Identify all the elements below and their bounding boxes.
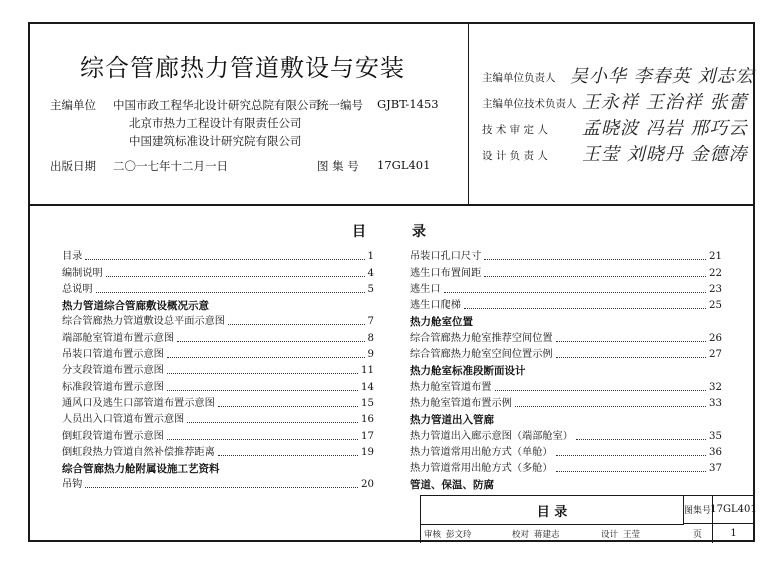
drawing-frame bbox=[28, 22, 755, 542]
signature-names-2: 王永祥 王治祥 张蕾 bbox=[582, 92, 748, 113]
toc-title-right: 录 bbox=[412, 224, 426, 240]
toc-section-heading: 热力管道综合管廊敷设概况示意 bbox=[62, 300, 209, 313]
signature-role-4: 设 计 负 责 人 bbox=[482, 150, 548, 162]
toc-entry[interactable]: 热力管道常用出舱方式（多舱） 37 bbox=[410, 463, 722, 475]
toc-entry[interactable]: 逃生口布置间距 22 bbox=[410, 267, 722, 279]
toc-left-column bbox=[62, 248, 374, 492]
atlas-value: 17GL401 bbox=[377, 158, 431, 172]
signature-role-3: 技 术 审 定 人 bbox=[482, 124, 548, 136]
title-block bbox=[420, 495, 757, 543]
code-label: 统一编号 bbox=[317, 98, 363, 112]
title-block-atlas-value: 17GL401 bbox=[713, 496, 754, 524]
designer-name: 王莹 bbox=[623, 530, 641, 540]
toc-entry[interactable]: 标准段管道布置示意图 14 bbox=[62, 381, 374, 393]
design-label: 设计 bbox=[601, 530, 619, 540]
toc-entry[interactable]: 端部舱室管道布置示意图 8 bbox=[62, 332, 374, 344]
toc-entry[interactable]: 热力舱室管道布置 32 bbox=[410, 381, 722, 393]
toc-entry[interactable]: 吊钩 20 bbox=[62, 479, 374, 491]
toc-right-column bbox=[410, 248, 722, 492]
toc-entry[interactable]: 总说明 5 bbox=[62, 283, 374, 295]
title-block-name: 目 录 bbox=[421, 496, 684, 525]
atlas-title: 综合管廊热力管道敷设与安装 bbox=[80, 54, 405, 82]
toc-entry[interactable]: 分支段管道布置示意图 11 bbox=[62, 365, 374, 377]
signature-names-3: 孟晓波 冯岩 邢巧云 bbox=[582, 118, 748, 139]
check-label: 校对 bbox=[512, 530, 530, 540]
toc-entry[interactable]: 热力管道常用出舱方式（单舱） 36 bbox=[410, 446, 722, 458]
reviewer-name: 彭文玲 bbox=[446, 530, 472, 540]
review-label: 审核 bbox=[424, 530, 442, 540]
signature-role-2: 主编单位技术负责人 bbox=[482, 98, 577, 110]
checker-name: 蒋建志 bbox=[534, 530, 560, 540]
editor-1: 中国市政工程华北设计研究总院有限公司 bbox=[113, 98, 320, 112]
toc-entry[interactable]: 倒虹段热力管道自然补偿推荐距离 19 bbox=[62, 446, 374, 458]
editor-3: 中国建筑标准设计研究院有限公司 bbox=[129, 134, 302, 148]
editor-2: 北京市热力工程设计有限责任公司 bbox=[129, 116, 302, 130]
editor-label: 主编单位 bbox=[50, 98, 96, 112]
toc-entry[interactable]: 吊装口管道布置示意图 9 bbox=[62, 349, 374, 361]
toc-section-heading: 热力舱室位置 bbox=[410, 316, 473, 329]
toc-entry[interactable]: 人员出入口管道布置示意图 16 bbox=[62, 414, 374, 426]
signature-names-4: 王莹 刘晓丹 金德涛 bbox=[582, 144, 748, 165]
toc-entry[interactable]: 目录 1 bbox=[62, 251, 374, 263]
date-label: 出版日期 bbox=[50, 159, 96, 173]
atlas-label: 图 集 号 bbox=[317, 159, 359, 173]
toc-entry[interactable]: 逃生口 23 bbox=[410, 283, 722, 295]
toc-entry[interactable]: 综合管廊热力舱室空间位置示例 27 bbox=[410, 349, 722, 361]
toc-section-heading: 热力舱室标准段断面设计 bbox=[410, 365, 526, 378]
title-block-page-value: 1 bbox=[730, 528, 737, 539]
header-divider bbox=[468, 24, 469, 204]
date-value: 二〇一七年十二月一日 bbox=[113, 159, 228, 173]
signature-role-1: 主编单位负责人 bbox=[482, 72, 556, 84]
toc-entry[interactable]: 吊装口孔口尺寸 21 bbox=[410, 251, 722, 263]
code-value: GJBT-1453 bbox=[377, 97, 439, 111]
title-block-approvals bbox=[421, 524, 683, 543]
toc-section-heading: 管道、保温、防腐 bbox=[410, 479, 494, 492]
toc-entry[interactable]: 通风口及逃生口部管道布置示意图 15 bbox=[62, 397, 374, 409]
toc-entry[interactable]: 综合管廊热力管道敷设总平面示意图 7 bbox=[62, 316, 374, 328]
toc-entry[interactable]: 编制说明 4 bbox=[62, 267, 374, 279]
toc-section-heading: 综合管廊热力舱附属设施工艺资料 bbox=[62, 463, 220, 476]
title-block-atlas-label: 图集号 bbox=[683, 496, 713, 524]
toc-entry[interactable]: 综合管廊热力舱室推荐空间位置 26 bbox=[410, 332, 722, 344]
toc-entry[interactable]: 热力舱室管道布置示例 33 bbox=[410, 397, 722, 409]
toc-title-left: 目 bbox=[352, 224, 366, 240]
toc-entry[interactable]: 倒虹段管道布置示意图 17 bbox=[62, 430, 374, 442]
toc-entry[interactable]: 热力管道出入廊示意图（端部舱室） 35 bbox=[410, 430, 722, 442]
signature-names-1: 吴小华 李春英 刘志宏 bbox=[570, 66, 755, 87]
toc-section-heading: 热力管道出入管廊 bbox=[410, 414, 494, 427]
cover-header bbox=[30, 24, 753, 206]
toc-entry[interactable]: 逃生口爬梯 25 bbox=[410, 300, 722, 312]
title-block-page-label: 页 bbox=[683, 524, 713, 543]
